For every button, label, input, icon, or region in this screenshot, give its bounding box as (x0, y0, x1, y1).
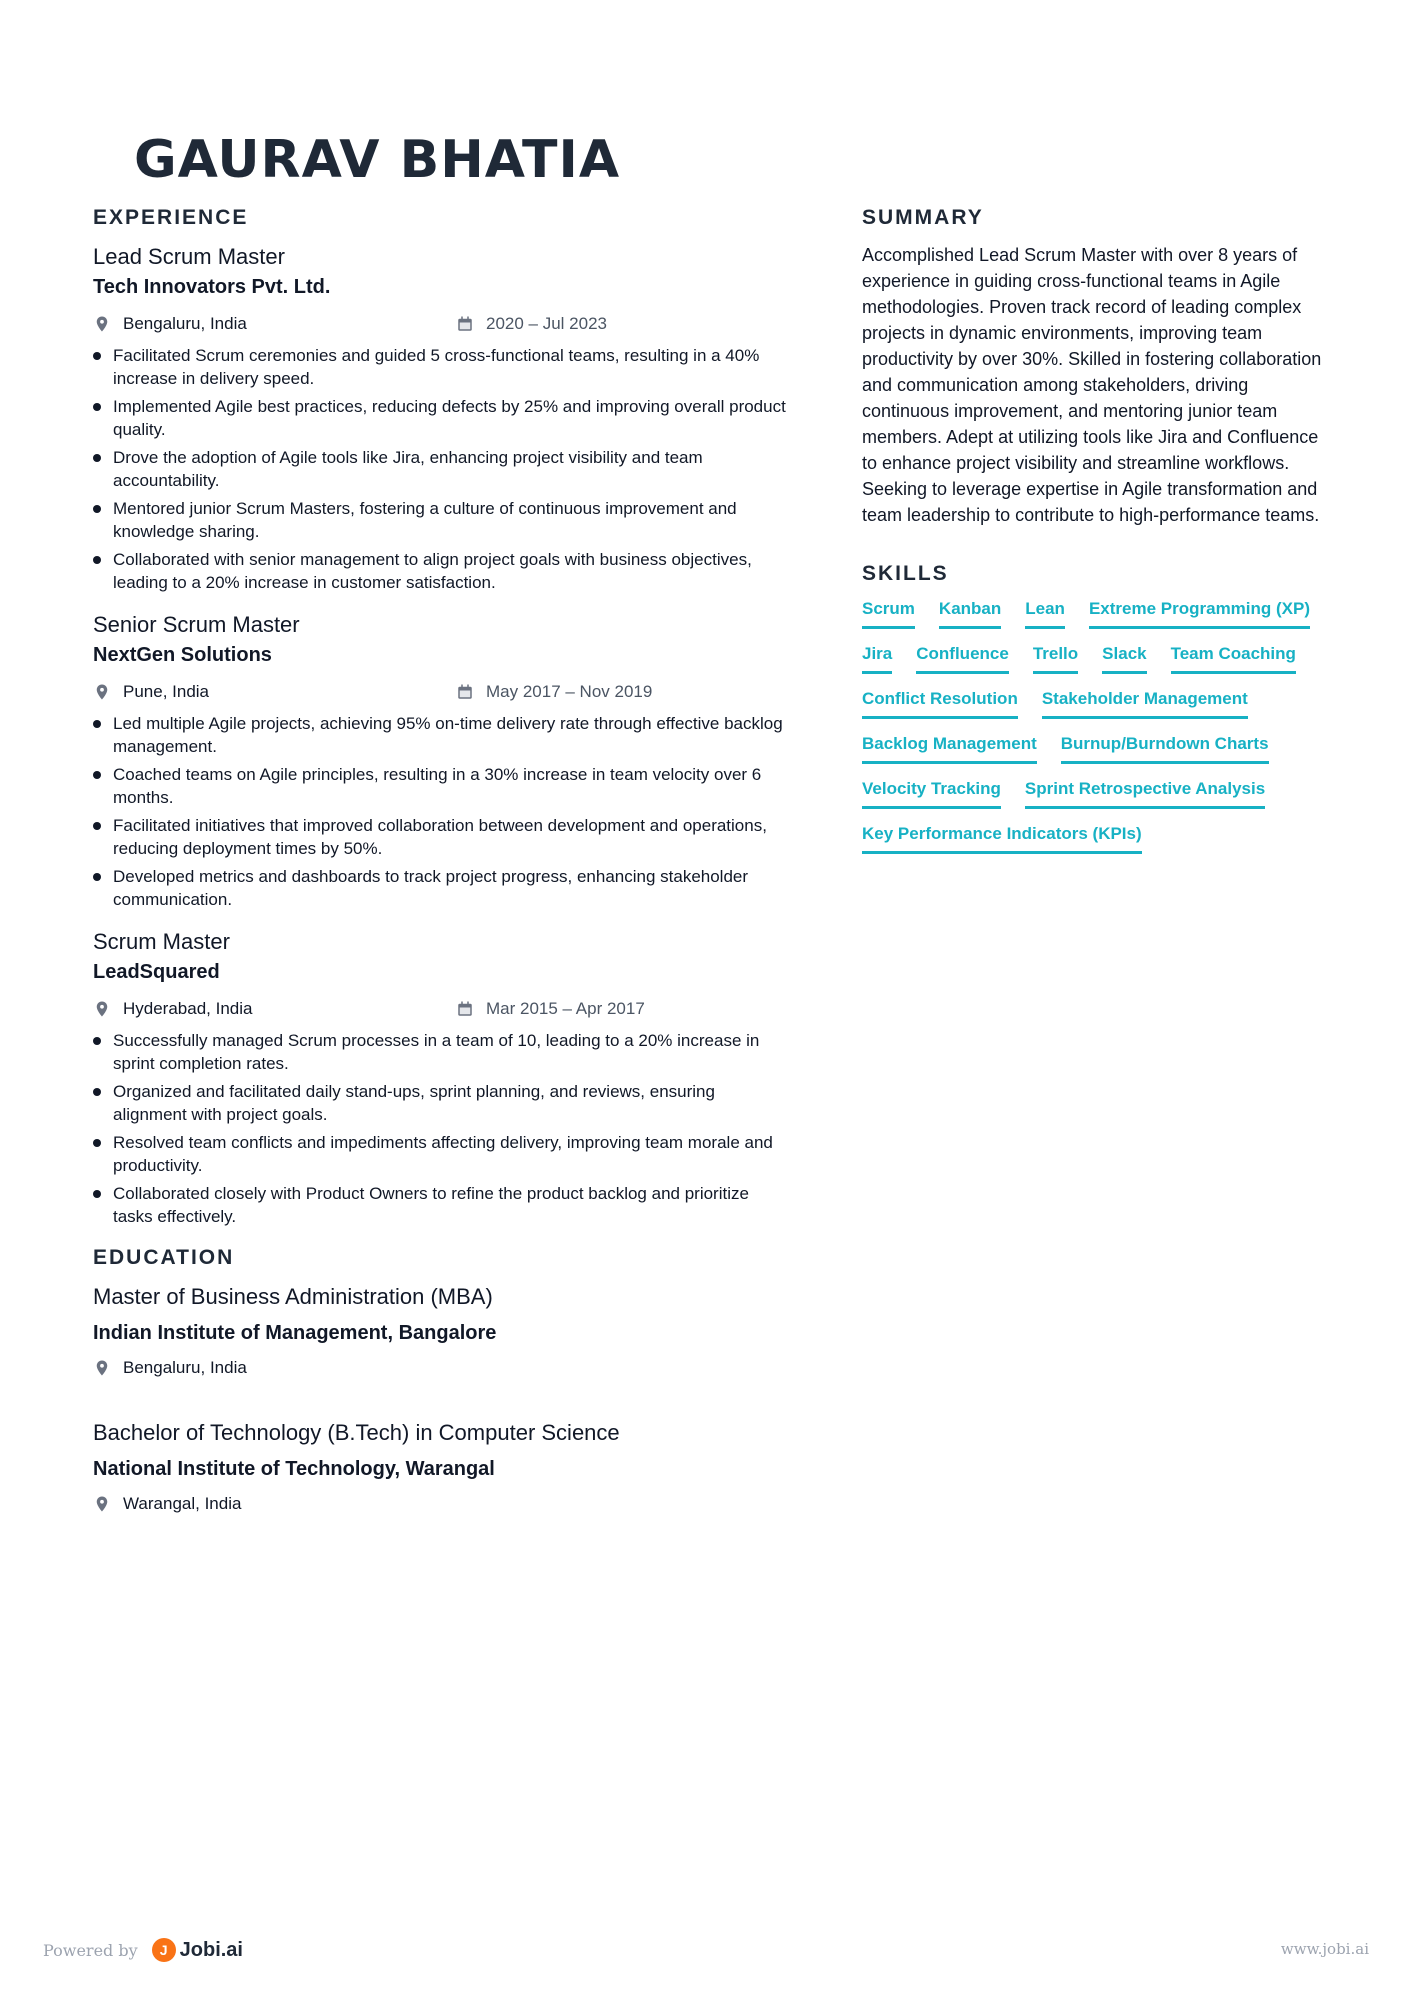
experience-section (93, 204, 793, 1228)
bullet-item (93, 1080, 793, 1126)
location-text: Pune, India (123, 682, 210, 701)
school-name: National Institute of Technology, Warangal (93, 1458, 495, 1480)
skill-tag: Slack (1102, 643, 1146, 674)
right-column (862, 204, 1332, 854)
degree-title: Master of Business Administration (MBA) (93, 1284, 493, 1309)
job-dates (456, 999, 645, 1019)
skill-tag: Team Coaching (1171, 643, 1296, 674)
bullet-item (93, 1029, 793, 1075)
job-bullets (93, 712, 793, 911)
skill-tag: Confluence (916, 643, 1009, 674)
bullet-dot (93, 1190, 101, 1198)
date-text: May 2017 – Nov 2019 (486, 682, 653, 701)
skill-tag: Key Performance Indicators (KPIs) (862, 823, 1142, 854)
skills-list (862, 598, 1332, 854)
job-meta (93, 678, 793, 706)
skill-tag: Scrum (862, 598, 915, 629)
skill-tag: Trello (1033, 643, 1078, 674)
bullet-text: Coached teams on Agile principles, resulting in a 30% increase in team velocity over 6 months. (113, 765, 762, 807)
skill-tag: Velocity Tracking (862, 778, 1001, 809)
education-section (93, 1244, 793, 1518)
location-text: Bengaluru, India (123, 314, 247, 333)
bullet-text: Organized and facilitated daily stand-ups, sprint planning, and reviews, ensuring alignment with project goals. (113, 1082, 715, 1124)
education-entry (93, 1282, 793, 1382)
jobi-logo-text: Jobi.ai (179, 1938, 243, 1961)
location-pin-icon (93, 1000, 111, 1018)
calendar-icon (456, 1000, 474, 1018)
bullet-text: Implemented Agile best practices, reducing defects by 25% and improving overall product quality. (113, 397, 786, 439)
bullet-dot (93, 1037, 101, 1045)
skill-tag: Sprint Retrospective Analysis (1025, 778, 1265, 809)
powered-by-label: Powered by (43, 1940, 138, 1960)
job-location (93, 999, 456, 1019)
education-meta (93, 1490, 793, 1518)
candidate-name: GAURAV BHATIA (134, 130, 621, 180)
location-pin-icon (93, 683, 111, 701)
education-meta (93, 1354, 793, 1382)
bullet-dot (93, 352, 101, 360)
bullet-item (93, 712, 793, 758)
bullet-text: Mentored junior Scrum Masters, fostering a culture of continuous improvement and knowledge sharing. (113, 499, 737, 541)
job-meta (93, 310, 793, 338)
bullet-text: Successfully managed Scrum processes in a team of 10, leading to a 20% increase in sprint completion rates. (113, 1031, 760, 1073)
school-name: Indian Institute of Management, Bangalore (93, 1322, 497, 1344)
date-text: 2020 – Jul 2023 (486, 314, 607, 333)
company-name: LeadSquared (93, 961, 220, 983)
job-entry (93, 927, 793, 1228)
bullet-text: Facilitated initiatives that improved collaboration between development and operations, reducing deployment times by 50%. (113, 816, 767, 858)
location-pin-icon (93, 1359, 111, 1377)
education-entry (93, 1418, 793, 1518)
bullet-dot (93, 873, 101, 881)
skill-tag: Backlog Management (862, 733, 1037, 764)
location-pin-icon (93, 1495, 111, 1513)
date-text: Mar 2015 – Apr 2017 (486, 999, 645, 1018)
bullet-dot (93, 720, 101, 728)
skill-tag: Stakeholder Management (1042, 688, 1248, 719)
company-name: Tech Innovators Pvt. Ltd. (93, 276, 331, 298)
bullet-item (93, 763, 793, 809)
education-location (93, 1358, 456, 1378)
bullet-text: Drove the adoption of Agile tools like Jira, enhancing project visibility and team accountability. (113, 448, 703, 490)
bullet-text: Facilitated Scrum ceremonies and guided 5 cross-functional teams, resulting in a 40% increase in delivery speed. (113, 346, 760, 388)
bullet-item (93, 548, 793, 594)
job-entry (93, 242, 793, 594)
bullet-item (93, 865, 793, 911)
job-title: Scrum Master (93, 929, 230, 954)
skills-section (862, 560, 1332, 854)
job-bullets (93, 344, 793, 594)
job-meta (93, 995, 793, 1023)
bullet-text: Developed metrics and dashboards to track project progress, enhancing stakeholder communication. (113, 867, 749, 909)
jobi-logo-icon: J (152, 1938, 176, 1962)
summary-text: Accomplished Lead Scrum Master with over 8 years of experience in guiding cross-functional teams in Agile methodologies. Proven track record of leading complex projects in dynamic environments, improving team productivity by over 30%. Skilled in fostering collaboration and communication among stakeholders, driving continuous improvement, and mentoring junior team members. Adept at utilizing tools like Jira and Confluence to enhance project visibility and streamline workflows. Seeking to leverage expertise in Agile transformation and team leadership to contribute to high-performance teams. (862, 245, 1322, 525)
location-text: Warangal, India (123, 1494, 242, 1513)
jobi-logo[interactable] (152, 1938, 243, 1962)
bullet-text: Collaborated with senior management to align project goals with business objectives, leading to a 20% increase in customer satisfaction. (113, 550, 752, 592)
job-title: Senior Scrum Master (93, 612, 300, 637)
location-text: Hyderabad, India (123, 999, 253, 1018)
skill-tag: Jira (862, 643, 892, 674)
degree-title: Bachelor of Technology (B.Tech) in Computer Science (93, 1420, 620, 1445)
bullet-item (93, 814, 793, 860)
bullet-dot (93, 556, 101, 564)
footer-url-link[interactable]: www.jobi.ai (1280, 1940, 1369, 1958)
left-column (93, 204, 793, 1554)
job-entry (93, 610, 793, 911)
bullet-text: Resolved team conflicts and impediments affecting delivery, improving team morale and productivity. (113, 1133, 773, 1175)
calendar-icon (456, 315, 474, 333)
skills-heading: SKILLS (862, 562, 949, 585)
skill-tag: Conflict Resolution (862, 688, 1018, 719)
bullet-item (93, 395, 793, 441)
skill-tag: Burnup/Burndown Charts (1061, 733, 1269, 764)
bullet-dot (93, 1088, 101, 1096)
location-text: Bengaluru, India (123, 1358, 247, 1377)
bullet-text: Led multiple Agile projects, achieving 95% on-time delivery rate through effective backlog management. (113, 714, 783, 756)
skill-tag: Lean (1025, 598, 1065, 629)
company-name: NextGen Solutions (93, 644, 272, 666)
bullet-dot (93, 403, 101, 411)
summary-section (862, 204, 1332, 528)
skill-tag: Kanban (939, 598, 1001, 629)
job-location (93, 682, 456, 702)
job-dates (456, 682, 652, 702)
summary-heading: SUMMARY (862, 206, 984, 229)
education-heading: EDUCATION (93, 1246, 235, 1269)
bullet-item (93, 1182, 793, 1228)
education-location (93, 1494, 456, 1514)
job-title: Lead Scrum Master (93, 244, 285, 269)
calendar-icon (456, 683, 474, 701)
bullet-dot (93, 1139, 101, 1147)
bullet-dot (93, 454, 101, 462)
bullet-item (93, 497, 793, 543)
job-location (93, 314, 456, 334)
job-bullets (93, 1029, 793, 1228)
job-dates (456, 314, 607, 334)
bullet-item (93, 344, 793, 390)
bullet-dot (93, 771, 101, 779)
bullet-item (93, 446, 793, 492)
bullet-dot (93, 822, 101, 830)
location-pin-icon (93, 315, 111, 333)
bullet-text: Collaborated closely with Product Owners to refine the product backlog and prioritize tasks effectively. (113, 1184, 749, 1226)
experience-heading: EXPERIENCE (93, 206, 249, 229)
skill-tag: Extreme Programming (XP) (1089, 598, 1310, 629)
bullet-dot (93, 505, 101, 513)
bullet-item (93, 1131, 793, 1177)
powered-by (43, 1938, 243, 1962)
